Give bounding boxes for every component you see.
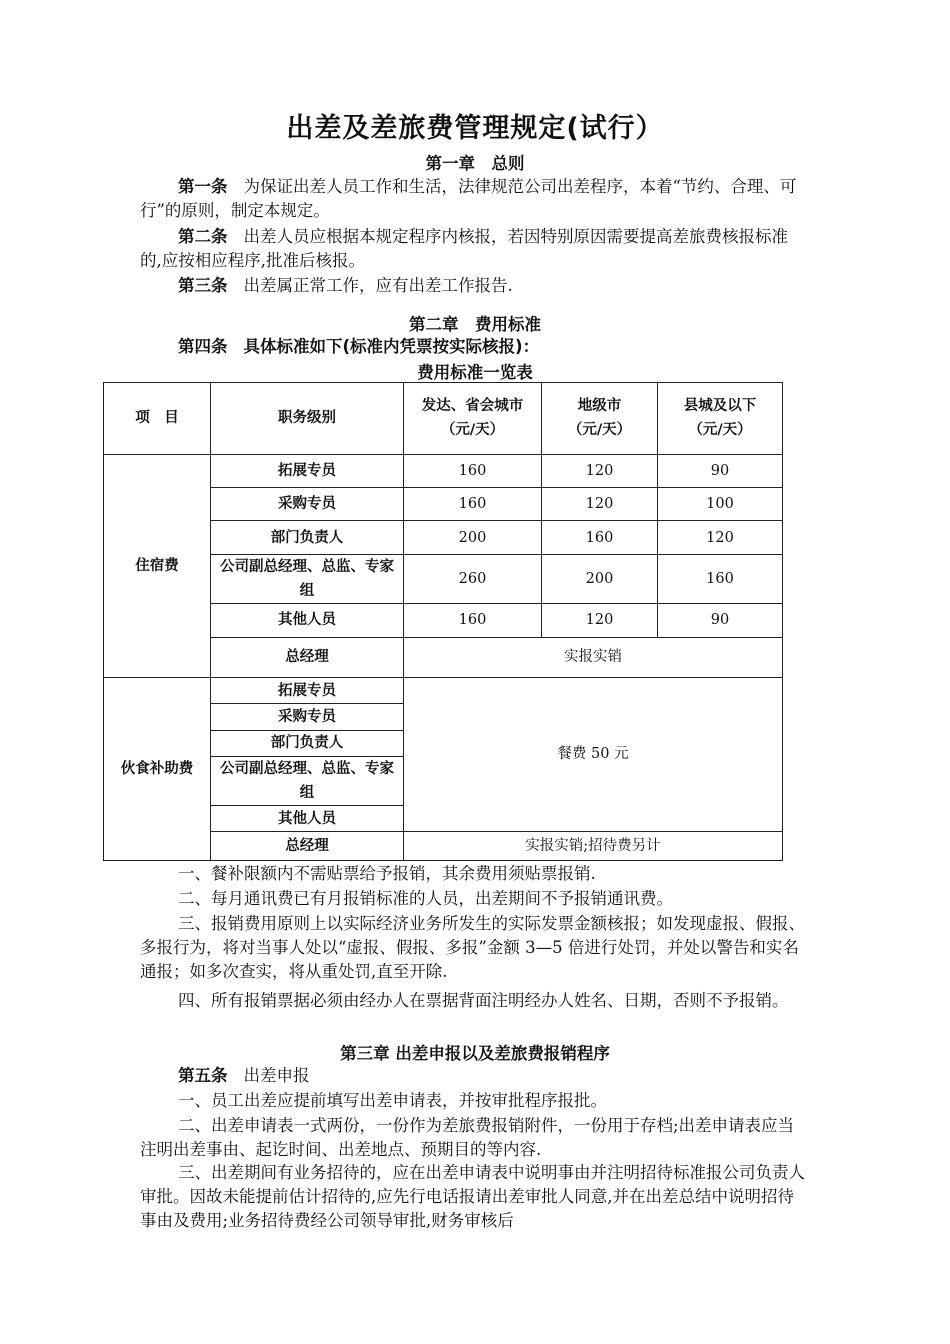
header-col-2: 地级市 （元/天） <box>542 383 658 455</box>
value-cell: 90 <box>658 454 783 487</box>
header-item: 项 目 <box>104 383 211 455</box>
article-3-label: 第三条 <box>178 276 228 295</box>
header-col-1: 发达、省会城市 （元/天） <box>404 383 542 455</box>
value-cell: 160 <box>404 488 542 521</box>
note-3: 三、报销费用原则上以实际经济业务所发生的实际发票金额核报；如发现虚报、假报、多报行为，将对当事人处以“虚报、假报、多报”金额 3—5 倍进行处罚，并处以警告和实名通报；如多次查实，将从重处罚,直至开除. <box>140 914 805 981</box>
value-cell: 200 <box>542 554 658 604</box>
lodging-label: 住宿费 <box>104 454 211 677</box>
table-row <box>104 678 783 704</box>
level-cell: 公司副总经理、总监、专家组 <box>211 554 404 604</box>
article-4-label: 第四条 <box>178 337 228 356</box>
procedure-1: 一、员工出差应提前填写出差申请表，并按审批程序报批。 <box>178 1091 607 1110</box>
level-cell: 采购专员 <box>211 704 404 730</box>
level-cell: 部门负责人 <box>211 730 404 756</box>
meal-value-cell: 餐费 50 元 <box>404 678 783 832</box>
chapter-1-heading: 第一章 总则 <box>425 154 525 173</box>
value-cell: 120 <box>542 604 658 637</box>
article-5-label: 第五条 <box>178 1066 228 1085</box>
article-3 <box>140 274 808 298</box>
level-cell: 拓展专员 <box>211 678 404 704</box>
level-cell: 总经理 <box>211 637 404 677</box>
meal-allowance-label: 伙食补助费 <box>104 678 211 861</box>
article-1-text: 为保证出差人员工作和生活，法律规范公司出差程序，本着“节约、合理、可行”的原则，制定本规定。 <box>140 177 797 220</box>
value-cell: 实报实销;招待费另计 <box>404 831 783 860</box>
note-1: 一、餐补限额内不需贴票给予报销，其余费用须贴票报销. <box>178 864 596 883</box>
article-4-text: 具体标准如下(标准内凭票按实际核报)： <box>243 337 540 356</box>
chapter-2-heading: 第二章 费用标准 <box>409 315 541 334</box>
value-cell: 260 <box>404 554 542 604</box>
value-cell: 100 <box>658 488 783 521</box>
article-5 <box>140 1064 808 1088</box>
article-1 <box>140 175 808 223</box>
table-caption: 费用标准一览表 <box>417 363 533 382</box>
value-cell: 200 <box>404 521 542 554</box>
level-cell: 公司副总经理、总监、专家组 <box>211 756 404 806</box>
header-level: 职务级别 <box>211 383 404 455</box>
level-cell: 其他人员 <box>211 604 404 637</box>
article-2-text: 出差人员应根据本规定程序内核报，若因特别原因需要提高差旅费核报标准的,应按相应程序,批准后核报。 <box>140 227 788 270</box>
fee-standard-table <box>103 382 783 861</box>
table-header-row <box>104 383 783 455</box>
value-cell: 160 <box>404 454 542 487</box>
level-cell: 其他人员 <box>211 806 404 831</box>
value-cell: 160 <box>404 604 542 637</box>
value-cell: 90 <box>658 604 783 637</box>
value-cell: 120 <box>542 488 658 521</box>
article-2 <box>140 225 808 273</box>
value-cell: 120 <box>658 521 783 554</box>
article-4 <box>140 335 808 359</box>
level-cell: 总经理 <box>211 831 404 860</box>
article-1-label: 第一条 <box>178 177 228 196</box>
value-cell: 160 <box>542 521 658 554</box>
value-cell: 120 <box>542 454 658 487</box>
value-cell: 160 <box>658 554 783 604</box>
chapter-3-heading: 第三章 出差申报以及差旅费报销程序 <box>340 1044 610 1063</box>
article-3-text: 出差属正常工作，应有出差工作报告. <box>243 276 513 295</box>
level-cell: 拓展专员 <box>211 454 404 487</box>
note-2: 二、每月通讯费已有月报销标准的人员，出差期间不予报销通讯费。 <box>178 889 673 908</box>
article-5-text: 出差申报 <box>243 1066 310 1085</box>
procedure-2: 二、出差申请表一式两份，一份作为差旅费报销附件，一份用于存档;出差申请表应当注明出差事由、起讫时间、出差地点、预期目的等内容. <box>140 1116 795 1159</box>
note-4: 四、所有报销票据必须由经办人在票据背面注明经办人姓名、日期，否则不予报销。 <box>178 991 789 1010</box>
level-cell: 部门负责人 <box>211 521 404 554</box>
value-cell: 实报实销 <box>404 637 783 677</box>
header-col-3: 县城及以下 （元/天） <box>658 383 783 455</box>
article-2-label: 第二条 <box>178 227 228 246</box>
procedure-3: 三、出差期间有业务招待的，应在出差申请表中说明事由并注明招待标准报公司负责人审批。因故未能提前估计招待的,应先行电话报请出差审批人同意,并在出差总结中说明招待事由及费用;业务招待费经公司领导审批,财务审核后 <box>140 1163 805 1230</box>
document-title: 出差及差旅费管理规定(试行） <box>286 113 664 144</box>
level-cell: 采购专员 <box>211 488 404 521</box>
table-row <box>104 454 783 487</box>
